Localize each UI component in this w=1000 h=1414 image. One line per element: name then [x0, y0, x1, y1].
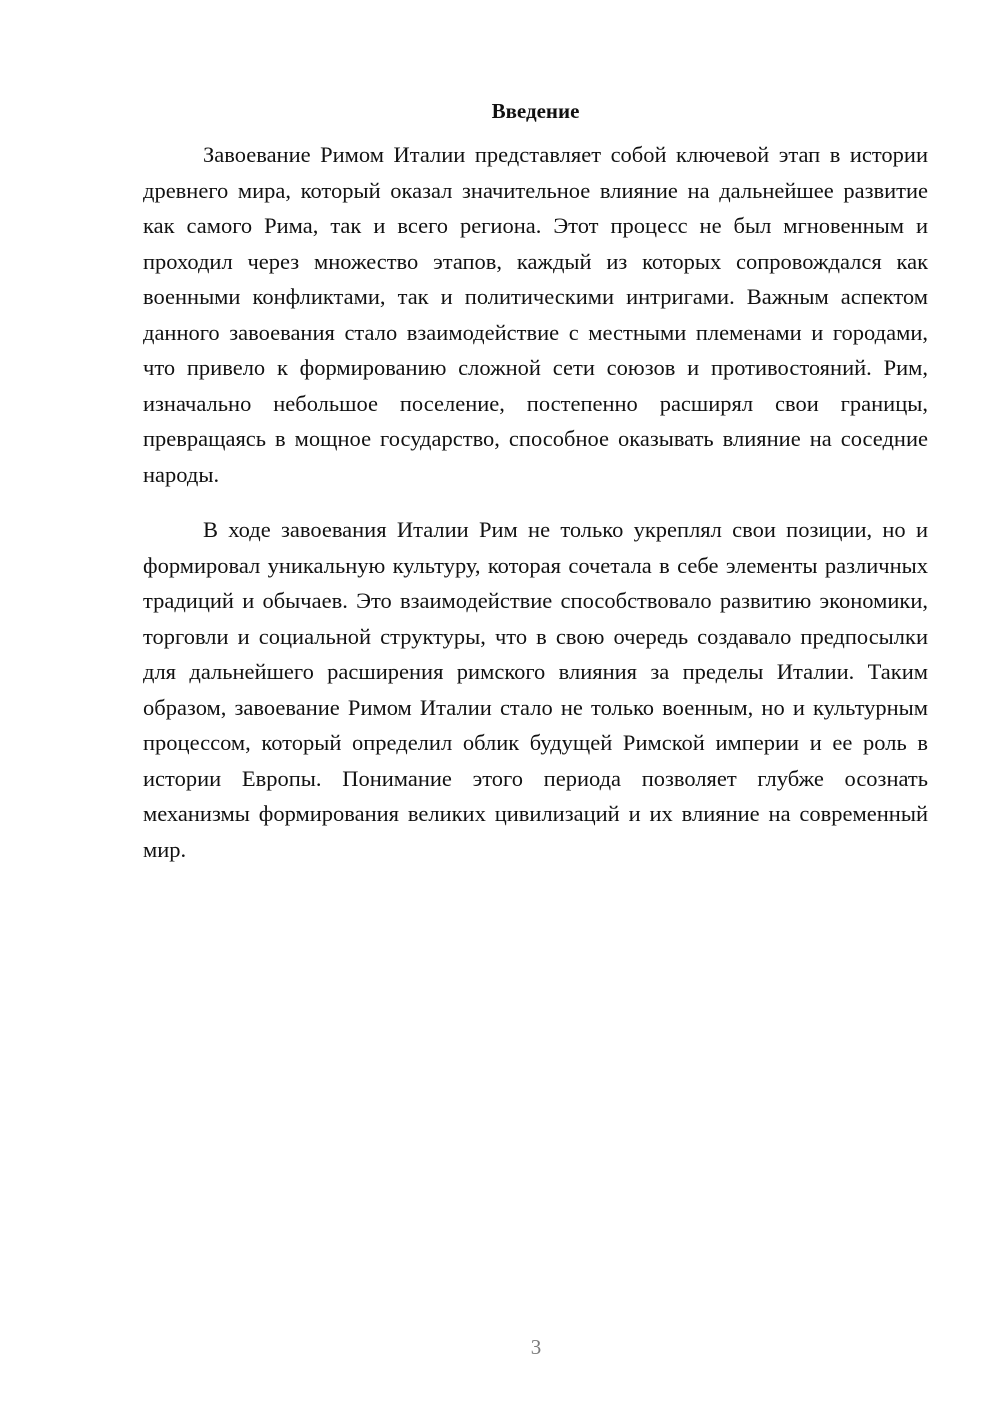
page-number: 3	[530, 1335, 542, 1359]
paragraph-2: В ходе завоевания Италии Рим не только укреплял свои позиции, но и формировал уникальную культуру, которая сочетала в себе элементы различных традиций и обычаев. Это взаимодействие способствовало развитию экономики, торговли и социальной структуры, что в свою очередь создавало предпосылки для дальнейшего расширения римского влияния за пределы Италии. Таким образом, завоевание Римом Италии стало не только военным, но и культурным процессом, который определил облик будущей Римской империи и ее роль в истории Европы. Понимание этого периода позволяет глубже осознать механизмы формирования великих цивилизаций и их влияние на современный мир.	[143, 517, 928, 862]
paragraph-1: Завоевание Римом Италии представляет собой ключевой этап в истории древнего мира, который оказал значительное влияние на дальнейшее развитие как самого Рима, так и всего региона. Этот процесс не был мгновенным и проходил через множество этапов, каждый из которых сопровождался как военными конфликтами, так и политическими интригами. Важным аспектом данного завоевания стало взаимодействие с местными племенами и городами, что привело к формированию сложной сети союзов и противостояний. Рим, изначально небольшое поселение, постепенно расширял свои границы, превращаясь в мощное государство, способное оказывать влияние на соседние народы.	[143, 142, 928, 487]
section-heading: Введение	[491, 99, 580, 123]
page-content	[143, 96, 928, 867]
